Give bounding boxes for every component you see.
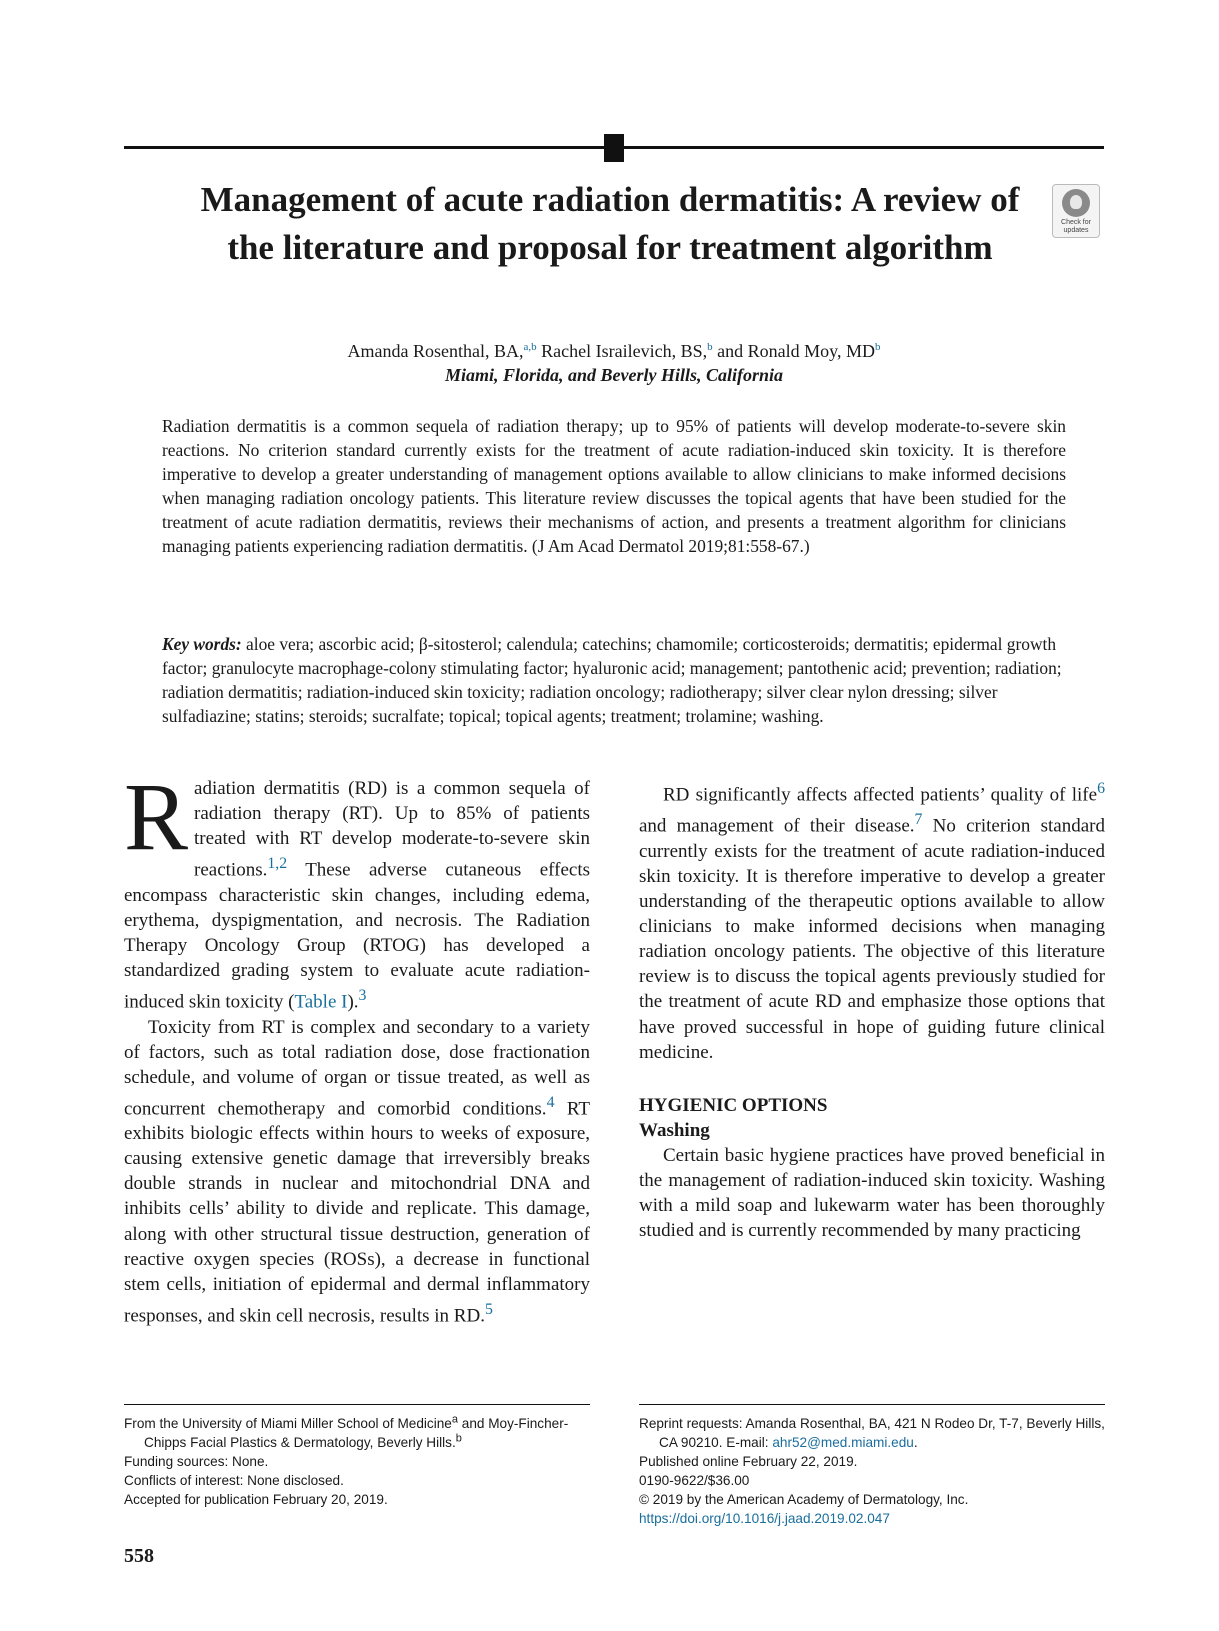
article-title: Management of acute radiation dermatitis: A review of the literature and proposal for treatment algorithm bbox=[200, 180, 1020, 267]
author-name: Rachel Israilevich, BS, bbox=[536, 341, 708, 361]
paragraph-text: No criterion standard currently exists for the treatment of acute radiation-induced skin toxicity. It is therefore imperative to develop a greater understanding of the therapeutic options available to allow clinicians to make informed decisions when managing radiation oncology patients. The objective of this literature review is to discuss the topical agents previously studied for the treatment of acute RD and emphasize those options that have proved successful in hope of guiding future clinical medicine. bbox=[639, 815, 1105, 1063]
citation-link[interactable]: 1,2 bbox=[267, 855, 288, 873]
footnote-text: and Moy-Fincher-Chipps Facial Plastics & Dermatology, Beverly Hills. bbox=[144, 1416, 569, 1450]
affiliation-marker[interactable]: b bbox=[707, 341, 713, 353]
paragraph-text: ). bbox=[347, 991, 359, 1013]
footnote-text: From the University of Miami Miller School of Medicine bbox=[124, 1416, 452, 1431]
keywords-list: aloe vera; ascorbic acid; β-sitosterol; calendula; catechins; chamomile; corticosteroids; dermatitis; epidermal growth factor; granulocyte macrophage-colony stimulating factor; hyaluronic acid; management; pantothenic acid; prevention; radiation; radiation dermatitis; radiation-induced skin toxicity; radiation oncology; radiotherapy; silver clear nylon dressing; silver sulfadiazine; statins; steroids; sucralfate; topical; topical agents; treatment; trolamine; washing. bbox=[162, 634, 1062, 726]
reprint-footnote bbox=[639, 1414, 1105, 1452]
author-name: and Ronald Moy, MD bbox=[712, 341, 875, 361]
affiliation-marker[interactable]: b bbox=[874, 341, 881, 353]
affiliation-marker: a bbox=[451, 1413, 458, 1426]
citation-link[interactable]: 6 bbox=[1097, 780, 1105, 797]
section-heading: HYGIENIC OPTIONS bbox=[639, 1094, 828, 1116]
accepted-footnote: Accepted for publication February 20, 2019. bbox=[124, 1492, 388, 1507]
keywords bbox=[162, 632, 1066, 728]
body-paragraph bbox=[124, 763, 590, 1015]
check-updates-icon bbox=[1062, 189, 1090, 217]
page-number: 558 bbox=[124, 1545, 154, 1567]
paragraph-text: RD significantly affects affected patients’ quality of life bbox=[663, 784, 1098, 806]
footnote-rule bbox=[124, 1404, 590, 1405]
body-paragraph bbox=[124, 1015, 590, 1329]
author-location: Miami, Florida, and Beverly Hills, California bbox=[444, 365, 784, 385]
drop-cap: R bbox=[124, 763, 189, 870]
body-column-right bbox=[639, 776, 1105, 1243]
citation-link[interactable]: 5 bbox=[484, 1300, 493, 1318]
published-footnote: Published online February 22, 2019. bbox=[639, 1454, 858, 1469]
table-link[interactable]: Table I bbox=[294, 991, 348, 1013]
check-updates-label: Check for updates bbox=[1061, 219, 1091, 234]
keywords-label: Key words: bbox=[162, 634, 242, 654]
paragraph-text: These adverse cutaneous effects encompass characteristic skin changes, including edema, erythema, dyspigmentation, and necrosis. The Radiation Therapy Oncology Group (RTOG) has developed a standardized grading system to evaluate acute radiation-induced skin toxicity ( bbox=[124, 859, 590, 1013]
paragraph-text: Toxicity from RT is complex and secondary to a variety of factors, such as total radiation dose, dose fractionation schedule, and volume of organ or tissue treated, as well as concurrent chemotherapy and comorbid conditions. bbox=[124, 1016, 590, 1120]
email-link[interactable]: ahr52@med.miami.edu bbox=[772, 1435, 914, 1450]
issn-footnote: 0190-9622/$36.00 bbox=[639, 1473, 750, 1488]
body-paragraph: Certain basic hygiene practices have proved beneficial in the management of radiation-induced skin toxicity. Washing with a mild soap and lukewarm water has been thoroughly studied and is currently recommended by many practicing bbox=[639, 1144, 1105, 1241]
footnote-text: . bbox=[913, 1435, 918, 1450]
check-for-updates-button[interactable] bbox=[1052, 184, 1100, 238]
affiliation-marker[interactable]: a,b bbox=[523, 341, 537, 353]
author-name: Amanda Rosenthal, BA, bbox=[347, 341, 524, 361]
affiliation-footnote bbox=[124, 1414, 590, 1452]
author-list bbox=[124, 340, 1104, 362]
citation-link[interactable]: 3 bbox=[358, 987, 367, 1005]
body-paragraph bbox=[639, 776, 1105, 1065]
footnote-text: Reprint requests: Amanda Rosenthal, BA, 421 N Rodeo Dr, T-7, Beverly Hills, CA 90210. E-mail: bbox=[639, 1416, 1105, 1450]
conflicts-footnote: Conflicts of interest: None disclosed. bbox=[124, 1473, 344, 1488]
subsection-heading: Washing bbox=[639, 1119, 710, 1141]
header-rule-block bbox=[604, 134, 624, 162]
affiliation-marker: b bbox=[455, 1432, 462, 1445]
paragraph-text: and management of their disease. bbox=[639, 815, 915, 837]
paragraph-text: RT exhibits biologic effects within hours to weeks of exposure, causing extensive genetic damage that irreversibly breaks double strands in nuclear and mitochondrial DNA and inhibits cells’ ability to divide and replicate. This damage, along with other structural tissue destruction, generation of reactive oxygen species (ROSs), a decrease in functional stem cells, initiation of epidermal and dermal inflammatory responses, and skin cell necrosis, results in RD. bbox=[124, 1098, 591, 1327]
funding-footnote: Funding sources: None. bbox=[124, 1454, 269, 1469]
copyright-footnote: © 2019 by the American Academy of Dermatology, Inc. bbox=[639, 1492, 969, 1507]
abstract: Radiation dermatitis is a common sequela of radiation therapy; up to 95% of patients will develop moderate-to-severe skin reactions. No criterion standard currently exists for the treatment of acute radiation-induced skin toxicity. It is therefore imperative to develop a greater understanding of management options available to allow clinicians to make informed decisions when managing radiation oncology patients. This literature review discusses the topical agents that have been studied for the treatment of acute radiation dermatitis, reviews their mechanisms of action, and presents a treatment algorithm for clinicians managing patients experiencing radiation dermatitis. (J Am Acad Dermatol 2019;81:558-67.) bbox=[162, 416, 1066, 556]
footnotes-left bbox=[124, 1414, 590, 1509]
doi-link[interactable]: https://doi.org/10.1016/j.jaad.2019.02.047 bbox=[639, 1511, 890, 1526]
citation-link[interactable]: 4 bbox=[546, 1093, 555, 1111]
footnote-rule bbox=[639, 1404, 1105, 1405]
paragraph-text: adiation dermatitis (RD) is a common sequela of radiation therapy (RT). Up to 85% of patients treated with RT develop moderate-to-severe skin reactions. bbox=[194, 778, 590, 881]
body-column-left bbox=[124, 763, 591, 1328]
citation-link[interactable]: 7 bbox=[914, 811, 923, 829]
footnotes-right bbox=[639, 1414, 1105, 1528]
